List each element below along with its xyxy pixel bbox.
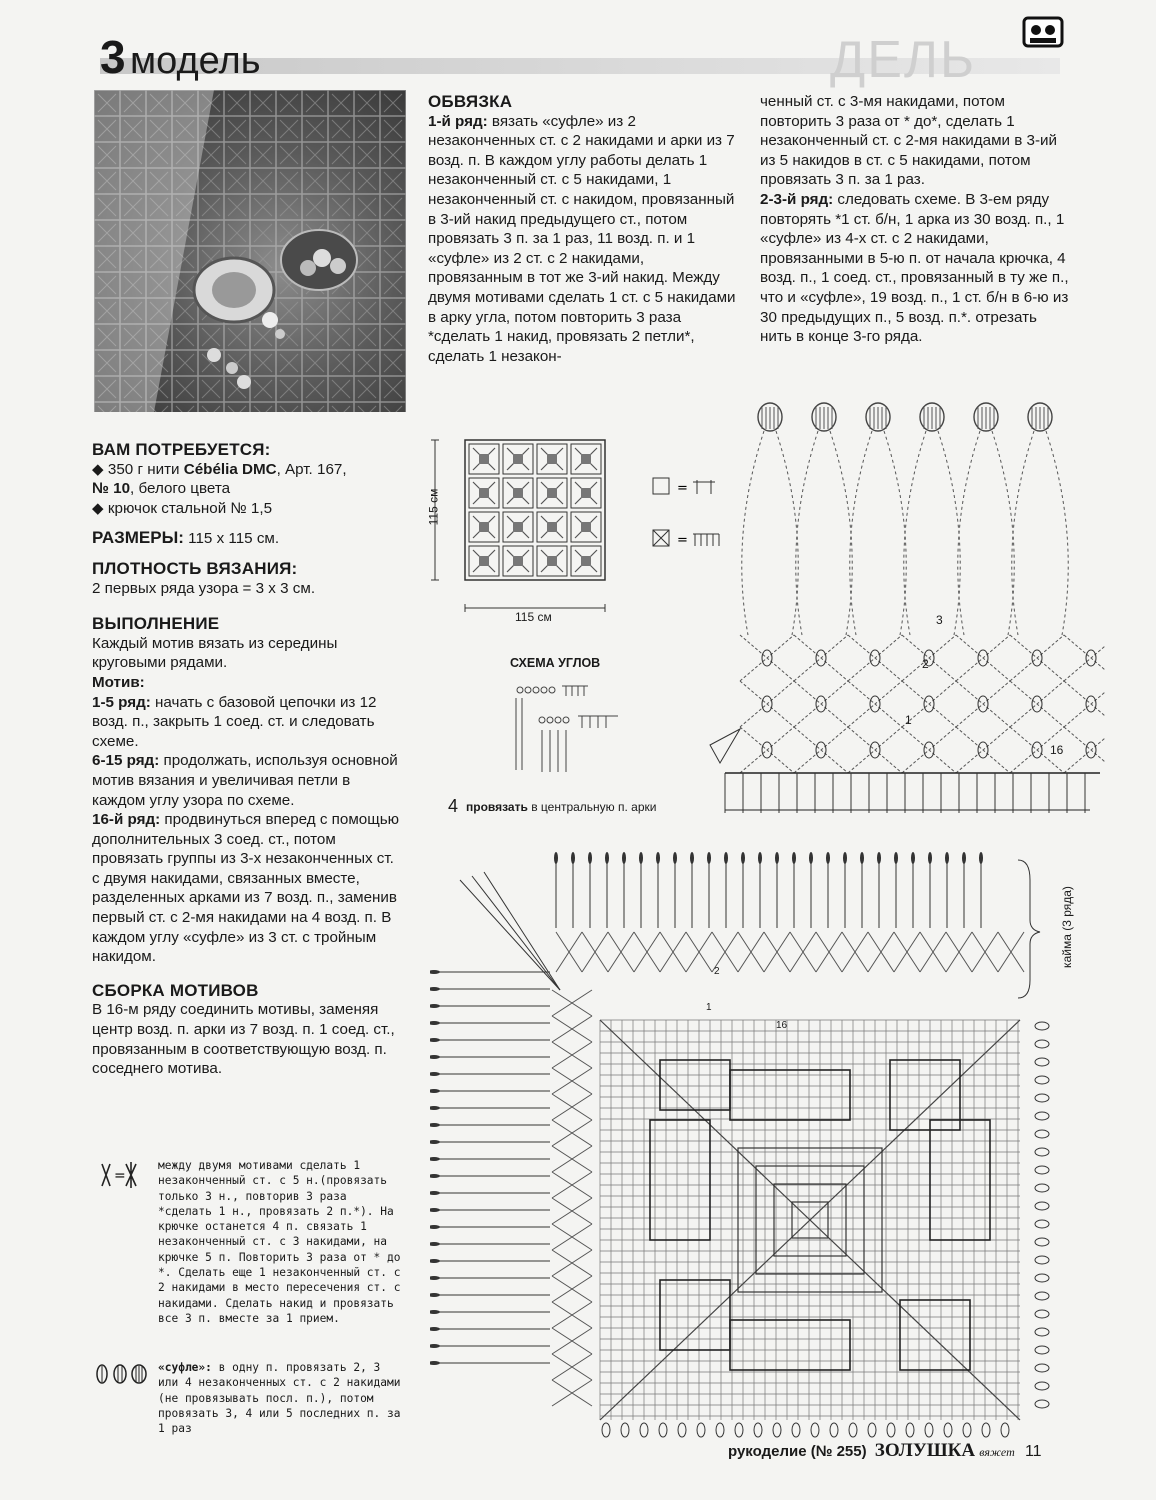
chart-label: 1 xyxy=(905,713,912,727)
row-text: вязать «суфле» из 2 незаконченных ст. с 2 накидами и арки из 7 возд. п. В каждом углу работы делать 1 незаконченный ст. с 5 накидами, 1 незаконченный ст. с накидом, провязанный в 3-ий накид предыдущего ст., потом провязать 3 п. за 1 раз, 11 возд. п. и 1 «суфле» из 2 ст. с 2 накидами, провязанным в тот же 3-ий накид. Между двумя мотивами сделать 1 ст. с 5 накидами в арку угла, потом повторить 3 раза *сделать 1 накид, провязать 2 петли*, сделать 1 незакон- xyxy=(428,112,736,365)
souffle-mark xyxy=(1035,1238,1049,1246)
fringe-tip xyxy=(639,852,643,864)
souffle-mark xyxy=(1035,1130,1049,1138)
souffle-mark xyxy=(1035,1256,1049,1264)
row-label: 6-15 ряд: xyxy=(92,752,160,770)
border-mesh xyxy=(790,932,816,972)
motif-chart xyxy=(430,840,1074,1440)
mesh-line xyxy=(848,727,902,773)
motif-center xyxy=(513,488,523,498)
dimension-horizontal: 115 см xyxy=(515,610,552,624)
border-mesh xyxy=(552,1276,592,1302)
border-mesh xyxy=(660,932,686,972)
fringe-tip xyxy=(430,1004,440,1008)
border-mesh xyxy=(582,932,608,972)
fringe-tip xyxy=(860,852,864,864)
motif-center xyxy=(513,556,523,566)
souffle-mark xyxy=(1035,1112,1049,1120)
mesh-line xyxy=(740,727,794,773)
souffle-mark xyxy=(1035,1148,1049,1156)
mesh-line xyxy=(794,681,848,727)
note-text xyxy=(466,800,686,815)
souffle-mark xyxy=(735,1423,743,1437)
joining-stitch-icon xyxy=(96,1160,148,1190)
sizes-line xyxy=(92,528,404,549)
fringe-tip xyxy=(979,852,983,864)
material-text: крючок стальной № 1,5 xyxy=(107,499,273,517)
mesh-line xyxy=(956,681,1010,727)
fringe-tip xyxy=(430,1123,440,1127)
row-label: 2-3-й ряд: xyxy=(760,190,834,208)
material-number: № 10 xyxy=(92,480,131,498)
motif-center xyxy=(581,522,591,532)
mesh-line xyxy=(794,727,848,773)
souffle-mark xyxy=(1001,1423,1009,1437)
souffle-icon xyxy=(94,1362,150,1388)
souffle-mark xyxy=(1035,1076,1049,1084)
right-text-top: ченный ст. с 3-мя накидами, потом повторить 3 раза от * до*, сделать 1 незаконченный ст. с 2-мя накидами в 3-ий из 5 накидов в ст. с 5 накидами, потом провязать 3 п. за 1 раз. xyxy=(760,93,1057,189)
border-mesh xyxy=(608,932,634,972)
border-mesh xyxy=(552,1172,592,1198)
row-instruction xyxy=(92,693,404,752)
souffle-mark xyxy=(1035,1202,1049,1210)
mesh-line xyxy=(1010,635,1064,681)
corner-label: 2 xyxy=(714,966,720,977)
souffle-mark xyxy=(1035,1184,1049,1192)
fringe-tip xyxy=(554,852,558,864)
motif-center xyxy=(547,454,557,464)
fringe-tip xyxy=(826,852,830,864)
border-mesh xyxy=(764,932,790,972)
right-column xyxy=(760,92,1070,347)
work-heading: ВЫПОЛНЕНИЕ xyxy=(92,614,220,634)
souffle-mark xyxy=(640,1423,648,1437)
fringe-tip xyxy=(430,970,440,974)
model-word: модель xyxy=(130,40,261,82)
souffle-mark xyxy=(1035,1058,1049,1066)
border-mesh xyxy=(552,1094,592,1120)
mesh-line xyxy=(902,635,956,681)
fringe-tip xyxy=(673,852,677,864)
border-mesh xyxy=(894,932,920,972)
mesh-line xyxy=(794,635,848,681)
svg-text:=: = xyxy=(677,533,688,548)
pattern-block xyxy=(730,1070,850,1120)
motif-center xyxy=(513,454,523,464)
corner-label: 16 xyxy=(776,1020,788,1031)
fringe-tip xyxy=(741,852,745,864)
ghost-text: ДЕЛЬ xyxy=(830,31,977,89)
fringe-tip xyxy=(430,1157,440,1161)
border-mesh xyxy=(552,1250,592,1276)
legend-souffle xyxy=(158,1360,403,1436)
fringe-tip xyxy=(430,1174,440,1178)
mesh-line xyxy=(956,635,1010,681)
souffle-mark xyxy=(678,1423,686,1437)
chart-label: 3 xyxy=(936,613,943,627)
motif-center xyxy=(581,556,591,566)
chain-arch xyxy=(742,431,764,635)
model-number: 3 xyxy=(100,31,126,83)
motif-center xyxy=(479,454,489,464)
sizes-label: РАЗМЕРЫ: xyxy=(92,528,184,548)
border-mesh xyxy=(552,1328,592,1354)
motif-center xyxy=(547,556,557,566)
souffle-mark xyxy=(944,1423,952,1437)
fringe-tip xyxy=(928,852,932,864)
row-text: продолжать, используя основной мотив вязания и увеличивая петли в каждом углу узора по схеме. xyxy=(92,752,398,809)
souffle-mark xyxy=(1035,1220,1049,1228)
border-mesh xyxy=(556,932,582,972)
motif-label: Мотив: xyxy=(92,673,145,691)
chain-arch xyxy=(938,431,960,635)
mesh-line xyxy=(848,635,902,681)
border-mesh xyxy=(868,932,894,972)
mesh-line xyxy=(848,681,902,727)
fringe-tip xyxy=(430,1072,440,1076)
corner-scheme-diagram xyxy=(508,680,618,780)
souffle-mark xyxy=(1035,1022,1049,1030)
right-rows23 xyxy=(760,190,1070,347)
fringe-tip xyxy=(962,852,966,864)
edging-heading: ОБВЯЗКА xyxy=(428,92,513,111)
border-mesh xyxy=(552,1302,592,1328)
border-mesh xyxy=(686,932,712,972)
fringe-tip xyxy=(911,852,915,864)
svg-text:=: = xyxy=(677,481,688,496)
magazine-logo-icon xyxy=(1020,8,1066,54)
fringe-tip xyxy=(430,1259,440,1263)
motif-center xyxy=(547,522,557,532)
fringe-tip xyxy=(430,1344,440,1348)
fringe-tip xyxy=(430,1225,440,1229)
pattern-block xyxy=(660,1060,730,1110)
souffle-mark xyxy=(1035,1274,1049,1282)
fringe-tip xyxy=(792,852,796,864)
corner-souffle xyxy=(710,729,740,763)
material-text: , белого цвета xyxy=(130,480,231,498)
fringe-tip xyxy=(605,852,609,864)
souffle-mark xyxy=(1035,1040,1049,1048)
product-photo xyxy=(94,90,406,412)
fringe-tip xyxy=(430,1055,440,1059)
fringe-tip xyxy=(430,1310,440,1314)
fringe-tip xyxy=(430,1089,440,1093)
footer-brand-suffix: вяжет xyxy=(979,1445,1015,1459)
souffle-mark xyxy=(811,1423,819,1437)
souffle-mark xyxy=(621,1423,629,1437)
fringe-tip xyxy=(724,852,728,864)
fringe-tip xyxy=(894,852,898,864)
souffle-mark xyxy=(716,1423,724,1437)
border-mesh xyxy=(998,932,1024,972)
fringe-tip xyxy=(690,852,694,864)
fringe-tip xyxy=(430,1191,440,1195)
border-mesh xyxy=(842,932,868,972)
material-text: , Арт. 167, xyxy=(276,460,347,478)
border-chart xyxy=(700,395,1105,825)
souffle-mark xyxy=(1035,1292,1049,1300)
row-label: 1-й ряд: xyxy=(428,112,488,130)
corner-label: 1 xyxy=(706,1002,712,1013)
border-mesh xyxy=(552,990,592,1016)
souffle-mark xyxy=(982,1423,990,1437)
bullet-icon: ◆ xyxy=(92,499,108,517)
chain-arch xyxy=(992,431,1014,635)
density-heading: ПЛОТНОСТЬ ВЯЗАНИЯ: xyxy=(92,558,298,578)
souffle-mark xyxy=(925,1423,933,1437)
motif-center xyxy=(547,488,557,498)
motif-center xyxy=(479,522,489,532)
materials-heading: ВАМ ПОТРЕБУЕТСЯ: xyxy=(92,440,271,459)
mesh-line xyxy=(740,681,794,727)
row-instruction xyxy=(92,810,404,967)
souffle-mark xyxy=(849,1423,857,1437)
souffle-mark xyxy=(1035,1166,1049,1174)
border-brace xyxy=(1018,860,1040,998)
border-mesh xyxy=(552,1042,592,1068)
material-item xyxy=(92,460,404,480)
fringe-tip xyxy=(945,852,949,864)
border-mesh xyxy=(738,932,764,972)
border-rows-label: кайма (3 ряда) xyxy=(1059,886,1074,968)
chain-arch xyxy=(904,431,926,635)
fringe-tip xyxy=(622,852,626,864)
fringe-tip xyxy=(430,1276,440,1280)
fringe-tip xyxy=(430,1106,440,1110)
mesh-line xyxy=(956,727,1010,773)
fringe-tip xyxy=(707,852,711,864)
pattern-block xyxy=(900,1300,970,1370)
chain-arch xyxy=(958,431,980,635)
souffle-mark xyxy=(1035,1328,1049,1336)
souffle-mark xyxy=(1035,1094,1049,1102)
pattern-block xyxy=(650,1120,710,1240)
material-item xyxy=(92,499,404,519)
motif-center xyxy=(479,556,489,566)
row-label: 1-5 ряд: xyxy=(92,693,151,711)
footer-section: рукоделие (№ 255) xyxy=(728,1443,867,1460)
border-mesh xyxy=(552,1016,592,1042)
souffle-mark xyxy=(1035,1364,1049,1372)
corner-strand xyxy=(472,876,560,990)
svg-text:=: = xyxy=(114,1168,126,1184)
work-intro: Каждый мотив вязать из середины круговыми рядами. xyxy=(92,634,338,672)
souffle-mark xyxy=(868,1423,876,1437)
bullet-icon: ◆ xyxy=(92,460,108,478)
pattern-block xyxy=(730,1320,850,1370)
fringe-tip xyxy=(430,1327,440,1331)
mesh-line xyxy=(1064,635,1105,681)
page-number: 11 xyxy=(1024,1443,1042,1460)
chart-label: 16 xyxy=(1050,743,1064,757)
chain-arch xyxy=(1046,431,1068,635)
mesh-line xyxy=(1010,681,1064,727)
note-bold: провязать xyxy=(466,800,528,814)
left-column xyxy=(92,440,404,1079)
mesh-line xyxy=(740,635,794,681)
pattern-block xyxy=(930,1120,990,1240)
row-text: начать с базовой цепочки из 12 возд. п., закрыть 1 соед. ст. и следовать схеме. xyxy=(92,693,377,750)
fringe-tip xyxy=(758,852,762,864)
souffle-mark xyxy=(773,1423,781,1437)
row-text: продвинуться вперед с помощью дополнительных 3 соед. ст., потом провязать группы из 3-х незаконченных ст. с двумя накидами, связанных вместе, разделенных арками из 7 возд. п., заменив первый ст. с 2-мя накидами на 4 возд. п. В каждом углу «суфле» из 3 ст. с тройным накидом. xyxy=(92,811,400,966)
mesh-line xyxy=(1064,727,1105,773)
border-mesh xyxy=(552,1354,592,1380)
pattern-block xyxy=(660,1280,730,1350)
material-brand: Cébélia DMC xyxy=(183,460,277,478)
souffle-mark xyxy=(602,1423,610,1437)
corner-strand xyxy=(460,880,560,990)
fringe-tip xyxy=(430,1140,440,1144)
mesh-line xyxy=(1064,681,1105,727)
fringe-tip xyxy=(809,852,813,864)
souffle-text: в одну п. провязать 2, 3 или 4 незаконченных ст. с 2 накидами (не провязывать посл. п.), потом провязать 3, 4 или 5 последних п. за 1 раз xyxy=(158,1361,401,1436)
fringe-tip xyxy=(656,852,660,864)
density-text: 2 первых ряда узора = 3 х 3 см. xyxy=(92,579,316,597)
souffle-mark xyxy=(906,1423,914,1437)
assembly-text: В 16-м ряду соединить мотивы, заменяя центр возд. п. арки из 7 возд. п. 1 соед. ст., провязанным в соответствующую возд. п. соседнего мотива. xyxy=(92,1001,395,1078)
middle-column xyxy=(428,92,740,366)
border-mesh xyxy=(552,1068,592,1094)
footer-brand: ЗОЛУШКА xyxy=(874,1440,976,1461)
souffle-mark xyxy=(659,1423,667,1437)
border-mesh xyxy=(816,932,842,972)
souffle-mark xyxy=(1035,1400,1049,1408)
layout-diagram xyxy=(425,430,745,660)
corner-scheme-label: СХЕМА УГЛОВ xyxy=(510,656,601,670)
border-mesh xyxy=(552,1224,592,1250)
motif-center xyxy=(581,454,591,464)
chart-label: 2 xyxy=(922,657,929,671)
row-label: 16-й ряд: xyxy=(92,811,161,829)
border-mesh xyxy=(946,932,972,972)
fringe-tip xyxy=(430,1293,440,1297)
souffle-mark xyxy=(887,1423,895,1437)
fringe-tip xyxy=(430,1208,440,1212)
chain-arch xyxy=(796,431,818,635)
fringe-tip xyxy=(877,852,881,864)
border-mesh xyxy=(972,932,998,972)
fringe-tip xyxy=(775,852,779,864)
motif-center xyxy=(479,488,489,498)
edging-row1 xyxy=(428,112,740,367)
motif-center xyxy=(581,488,591,498)
page-title xyxy=(100,30,261,84)
legend-joining-text: между двумя мотивами сделать 1 незаконченный ст. с 5 н.(провязать только 3 н., повторив 3 раза *сделать 1 н., провязать 2 п.*). На крючке останется 4 п. связать 1 незаконченный ст. с 3 накидами, на крючке 5 п. Повторить 3 раза от * до *. Сделать еще 1 незаконченный ст. с 2 накидами в место пересечения ст. с накидами. Сделать накид и провязать все 3 п. вместе за 1 прием. xyxy=(158,1159,401,1325)
footer xyxy=(728,1440,1042,1462)
border-mesh xyxy=(552,1198,592,1224)
border-mesh xyxy=(634,932,660,972)
souffle-mark xyxy=(963,1423,971,1437)
mesh-line xyxy=(902,727,956,773)
souffle-mark xyxy=(1035,1382,1049,1390)
fringe-tip xyxy=(430,1021,440,1025)
assembly-heading: СБОРКА МОТИВОВ xyxy=(92,980,259,1000)
dimension-vertical: 115 см xyxy=(426,488,441,526)
souffle-mark xyxy=(1035,1346,1049,1354)
sizes-value: 115 х 115 см. xyxy=(183,530,280,548)
motif-center xyxy=(513,522,523,532)
border-mesh xyxy=(920,932,946,972)
fringe-tip xyxy=(571,852,575,864)
fringe-tip xyxy=(430,1242,440,1246)
souffle-mark xyxy=(1035,1310,1049,1318)
fringe-tip xyxy=(430,1038,440,1042)
chain-arch xyxy=(776,431,798,635)
row-instruction xyxy=(92,751,404,810)
fringe-tip xyxy=(588,852,592,864)
fringe-tip xyxy=(843,852,847,864)
chain-arch xyxy=(1012,431,1034,635)
note-number: 4 xyxy=(448,796,459,816)
chain-arch xyxy=(850,431,872,635)
chain-arch xyxy=(884,431,906,635)
chain-arch xyxy=(830,431,852,635)
material-item xyxy=(92,479,404,499)
material-text: 350 г нити xyxy=(107,460,184,478)
souffle-mark xyxy=(697,1423,705,1437)
border-mesh xyxy=(552,1380,592,1406)
souffle-mark xyxy=(830,1423,838,1437)
note-body: в центральную п. арки xyxy=(527,800,657,814)
row-text: следовать схеме. В 3-ем ряду повторять *1 ст. б/н, 1 арка из 30 возд. п., 1 «суфле» из 4-х ст. с 2 накидами, провязанными в 5-ю п. от начала крючка, 4 возд. п., 1 соед. ст., провязанный в ту же п., что и «суфле», 19 возд. п., 1 ст. б/н в 6-ю из 30 предыдущих п., 5 возд. п.*. отрезать нить в конце 3-го ряда. xyxy=(760,190,1069,346)
souffle-label: «суфле»: xyxy=(158,1361,212,1374)
fringe-tip xyxy=(430,987,440,991)
fringe-tip xyxy=(430,1361,440,1365)
border-mesh xyxy=(552,1146,592,1172)
souffle-mark xyxy=(792,1423,800,1437)
border-mesh xyxy=(552,1120,592,1146)
souffle-mark xyxy=(754,1423,762,1437)
